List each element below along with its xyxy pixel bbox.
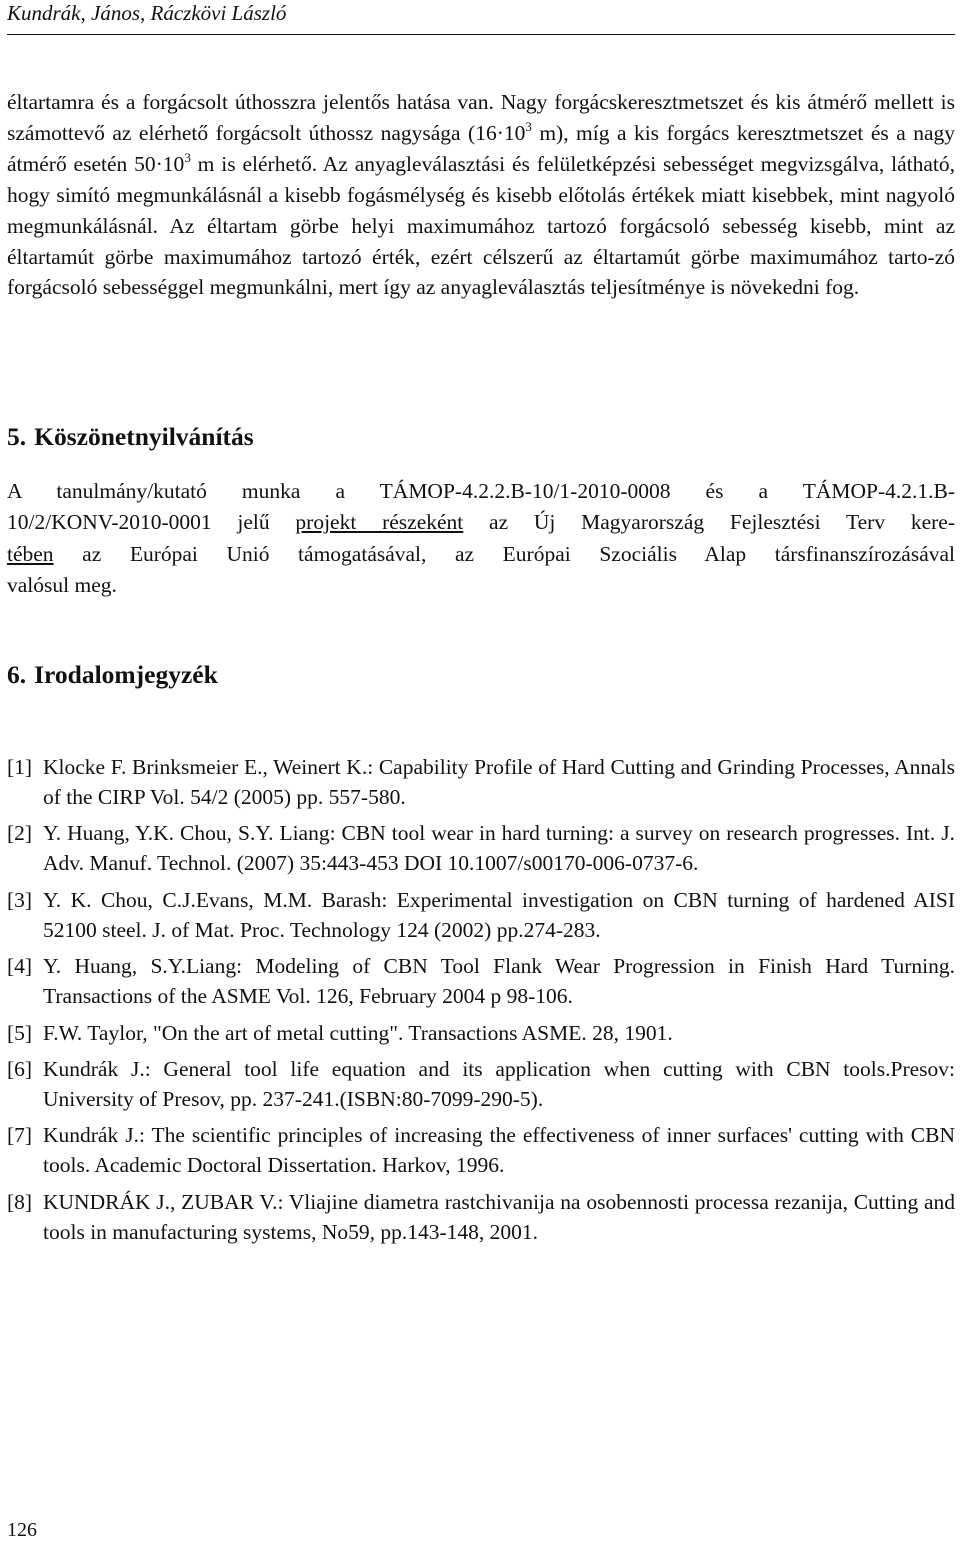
reference-number: [8]: [7, 1189, 33, 1214]
reference-item: [7, 1120, 955, 1180]
reference-number: [4]: [7, 954, 33, 979]
section-heading-acknowledgement: [7, 422, 254, 452]
reference-number: [5]: [7, 1020, 33, 1045]
reference-number: [7]: [7, 1123, 33, 1148]
header-rule: [7, 34, 955, 35]
section-title: Irodalomjegyzék: [34, 660, 218, 689]
reference-number: [3]: [7, 887, 33, 912]
ack-line-2-end: az Új Magyarország Fejlesztési Terv kere-: [463, 510, 956, 535]
superscript-exponent-2: 3: [184, 149, 191, 165]
body-paragraph: [7, 87, 955, 303]
running-header: Kundrák, János, Ráczkövi László: [7, 1, 287, 25]
reference-item: [7, 1054, 955, 1114]
section-number: 6.: [7, 660, 27, 689]
reference-text: Kundrák J.: The scientific principles of increasing the effectiveness of inner surfaces' cutting with CBN tools. Academic Doctoral Dissertation. Harkov, 1996.: [43, 1123, 955, 1178]
reference-text: Klocke F. Brinksmeier E., Weinert K.: Capability Profile of Hard Cutting and Grinding Processes, Annals of the CIRP Vol. 54/2 (2005) pp. 557-580.: [43, 755, 955, 809]
reference-number: [2]: [7, 821, 33, 846]
reference-text: Y. K. Chou, C.J.Evans, M.M. Barash: Experimental investigation on CBN turning of hardened AISI 52100 steel. J. of Mat. Proc. Technology 124 (2002) pp.274-283.: [43, 887, 955, 942]
reference-number: [1]: [7, 755, 33, 779]
section-number: 5.: [7, 422, 27, 451]
reference-text: F.W. Taylor, "On the art of metal cutting". Transactions ASME. 28, 1901.: [43, 1020, 673, 1045]
ack-line-3: [7, 539, 955, 570]
section-title: Köszönetnyilvánítás: [34, 422, 254, 451]
body-text-part-2: m), míg a kis forgács keresztmetszet és a nagy átmérő esetén 50·10: [7, 120, 955, 176]
ack-line-1: A tanulmány/kutató munka a TÁMOP-4.2.2.B-10/1-2010-0008 és a TÁMOP-4.2.1.B-: [7, 479, 955, 503]
reference-list: [7, 752, 955, 1253]
reference-item: [7, 885, 955, 945]
body-text-part-1: éltartamra és a forgácsolt úthosszra jelentős hatása van. Nagy forgácskeresztmetszet és kis átmérő mellett is számottevő az elérhető forgácsolt úthossz nagysága (16·10: [7, 90, 955, 145]
reference-text: Y. Huang, S.Y.Liang: Modeling of CBN Tool Flank Wear Progression in Finish Hard Turning. Transactions of the ASME Vol. 126, February 2004 p 98-106.: [43, 954, 955, 1009]
reference-text: Kundrák J.: General tool life equation and its application when cutting with CBN tools.Presov: University of Presov, pp. 237-241.(ISBN:80-7099-290-5).: [43, 1056, 955, 1111]
superscript-exponent-1: 3: [525, 118, 532, 134]
ack-line-3-end: az Európai Unió támogatásával, az Európai Szociális Alap társfinanszírozásával: [53, 541, 955, 566]
section-heading-references: [7, 660, 218, 690]
body-text-part-3: m is elérhető. Az anyagleválasztási és felületképzési sebességet megvizsgálva, látható, hogy simító megmunkálásnál a kisebb fogásmélység és kisebb előtolás értékek miatt kisebbek, mint nagyoló megmunkálásnál. Az éltartam görbe helyi maximumához tartozó forgácsoló sebesség kisebb, mint az éltartamút görbe maximumához tartozó érték, ezért célszerű az éltartamút görbe maximumához tarto-zó forgácsoló sebességgel megmunkálni, mert így az anyagleválasztás teljesítménye is növekedni fog.: [7, 151, 955, 300]
page-number: 126: [7, 1519, 37, 1541]
reference-item: [7, 1018, 955, 1048]
reference-item: [7, 818, 955, 878]
ack-underlined-phrase: projekt részeként: [295, 510, 464, 535]
reference-number: [6]: [7, 1056, 33, 1081]
reference-item: [7, 1187, 955, 1247]
reference-text: KUNDRÁK J., ZUBAR V.: Vliajine diametra rastchivanija na osobennosti processa rezanija, Cutting and tools in manufacturing systems, No59, pp.143-148, 2001.: [43, 1189, 955, 1244]
reference-text: Y. Huang, Y.K. Chou, S.Y. Liang: CBN tool wear in hard turning: a survey on research progresses. Int. J. Adv. Manuf. Technol. (2007) 35:443-453 DOI 10.1007/s00170-006-0737-6.: [43, 821, 955, 876]
reference-item: [7, 752, 955, 812]
ack-underlined-word: tében: [7, 541, 54, 566]
ack-line-4: valósul meg.: [7, 572, 117, 597]
ack-line-2: [7, 507, 955, 538]
ack-line-2-start: 10/2/KONV-2010-0001 jelű: [7, 510, 296, 535]
reference-item: [7, 951, 955, 1011]
acknowledgement-paragraph: [7, 476, 955, 601]
